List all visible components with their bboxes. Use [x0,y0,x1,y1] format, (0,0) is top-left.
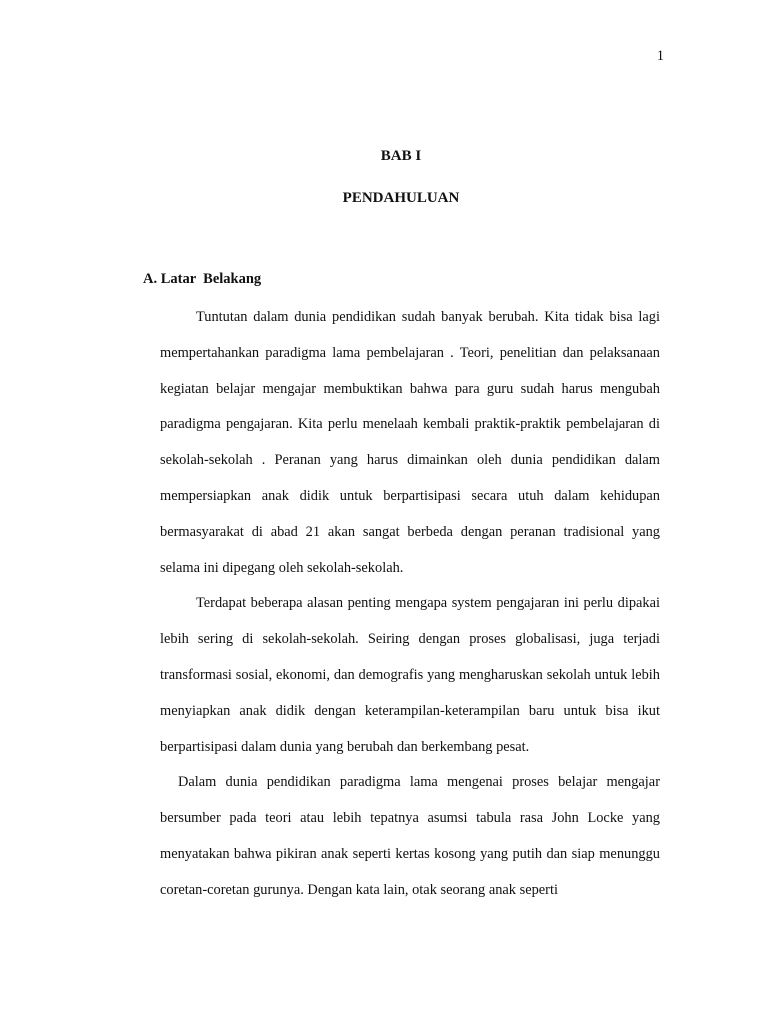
paragraph: Dalam dunia pendidikan paradigma lama mengenai proses belajar mengajar bersumber pada teori atau lebih tepatnya asumsi tabula rasa John Locke yang menyatakan bahwa pikiran anak seperti kertas kosong yang putih dan siap menunggu coretan-coretan gurunya. Dengan kata lain, otak seorang anak seperti [160,774,660,898]
section-heading: A. Latar Belakang [143,271,262,287]
paragraph: Terdapat beberapa alasan penting mengapa system pengajaran ini perlu dipakai lebih sering di sekolah-sekolah. Seiring dengan proses globalisasi, juga terjadi transformasi sosial, ekonomi, dan demografis yang mengharuskan sekolah untuk lebih menyiapkan anak didik dengan keterampilan-keterampilan baru untuk bisa ikut berpartisipasi dalam dunia yang berubah dan berkembang pesat. [160,595,660,755]
chapter-label: BAB I [380,148,422,164]
chapter-title: PENDAHULUAN [342,190,460,206]
paragraph: Tuntutan dalam dunia pendidikan sudah banyak berubah. Kita tidak bisa lagi mempertahankan paradigma lama pembelajaran . Teori, penelitian dan pelaksanaan kegiatan belajar mengajar membuktikan bahwa para guru sudah harus mengubah paradigma pengajaran. Kita perlu menelaah kembali praktik-praktik pembelajaran di sekolah-sekolah . Peranan yang harus dimainkan oleh dunia pendidikan dalam mempersiapkan anak didik untuk berpartisipasi secara utuh dalam kehidupan bermasyarakat di abad 21 akan sangat berbeda dengan peranan tradisional yang selama ini dipegang oleh sekolah-sekolah. [160,309,660,576]
page-number: 1 [656,48,664,64]
body-text [160,300,660,909]
